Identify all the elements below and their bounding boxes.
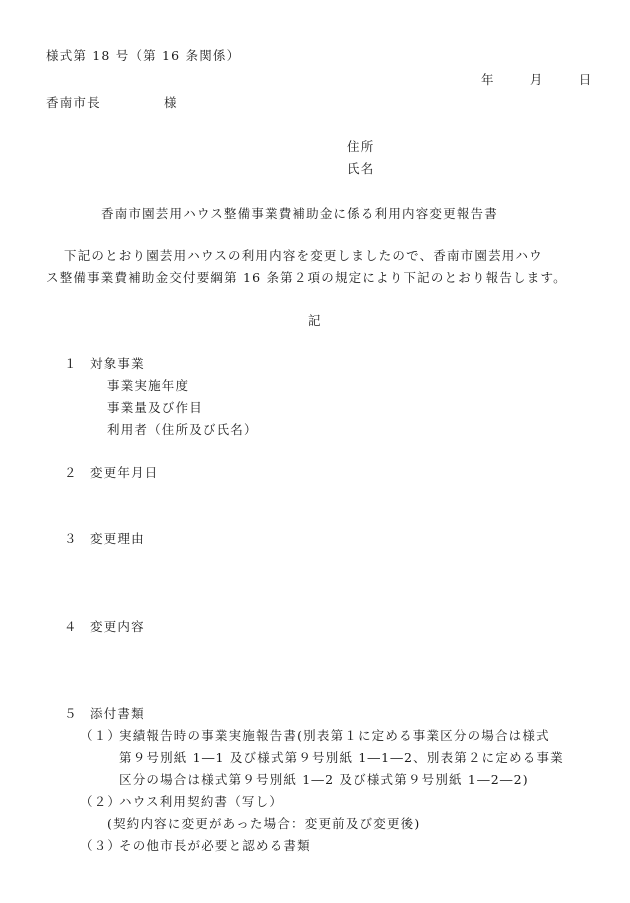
item1-label: 対象事業 [90, 356, 145, 371]
addressee-honorific: 様 [164, 95, 178, 110]
addressee-name: 香南市長 [46, 95, 101, 110]
item4-number: ４ [64, 619, 78, 634]
attachment-2-line-1: ハウス利用契約書（写し） [119, 794, 284, 809]
ki-label: 記 [308, 313, 322, 328]
item1-sub-3: 利用者（住所及び氏名） [107, 422, 258, 437]
attachment-3-number: （３） [80, 838, 122, 853]
item1-sub-2: 事業量及び作目 [107, 400, 203, 415]
attachment-2-note: (契約内容に変更があった場合：変更前及び変更後) [107, 816, 421, 831]
item5-label: 添付書類 [90, 706, 145, 721]
item3-label: 変更理由 [90, 531, 145, 546]
item1-number: １ [64, 356, 78, 371]
item4-label: 変更内容 [90, 619, 145, 634]
document-title: 香南市園芸用ハウス整備事業費補助金に係る利用内容変更報告書 [101, 206, 498, 221]
attachment-1-number: （１） [80, 728, 122, 743]
item1-sub-1: 事業実施年度 [107, 378, 190, 393]
date-line [481, 74, 592, 87]
attachment-3-line-1: その他市長が必要と認める書類 [119, 838, 311, 853]
attachment-2-number: （２） [80, 794, 122, 809]
name-label: 氏名 [347, 161, 375, 176]
date-month: 月 [529, 72, 544, 87]
item3-number: ３ [64, 531, 78, 546]
date-year: 年 [481, 72, 495, 87]
body-line-1: 下記のとおり園芸用ハウスの利用内容を変更しましたので、香南市園芸用ハウ [64, 248, 543, 263]
address-label: 住所 [347, 139, 375, 154]
item5-number: ５ [64, 706, 78, 721]
date-day: 日 [578, 72, 593, 87]
attachment-1-line-3: 区分の場合は様式第９号別紙 1―2 及び様式第９号別紙 1―2―2) [119, 772, 529, 787]
attachment-1-line-2: 第９号別紙 1―1 及び様式第９号別紙 1―1―2、別表第２に定める事業 [119, 750, 564, 765]
attachment-1-line-1: 実績報告時の事業実施報告書(別表第１に定める事業区分の場合は様式 [119, 728, 550, 743]
form-number: 様式第 18 号（第 16 条関係） [46, 48, 241, 63]
item2-number: ２ [64, 465, 78, 480]
item2-label: 変更年月日 [90, 465, 159, 480]
body-line-2: ス整備事業費補助金交付要綱第 16 条第２項の規定により下記のとおり報告します。 [46, 270, 567, 285]
